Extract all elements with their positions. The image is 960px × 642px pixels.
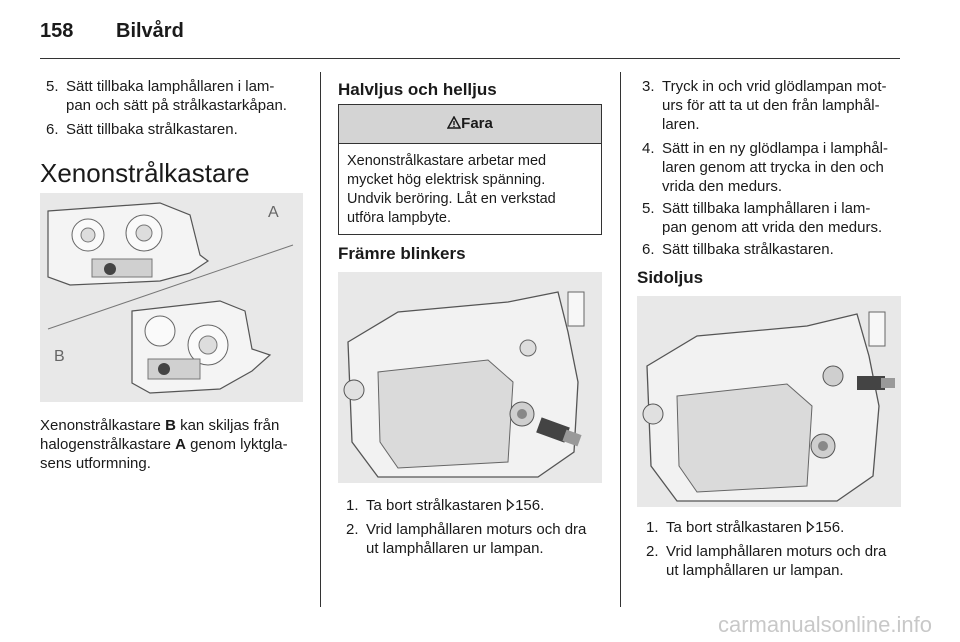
arrow-reference-icon xyxy=(506,499,515,511)
list-line: pan och sätt på strålkastarkåpan. xyxy=(66,97,287,114)
header-rule xyxy=(40,58,900,59)
front-indicator-illustration xyxy=(338,272,602,483)
list-text xyxy=(662,77,887,134)
list-line: Sätt tillbaka lamphållaren i lam- xyxy=(662,200,871,217)
caption-text: genom lyktgla- xyxy=(185,436,288,453)
list-line: Ta bort strålkastaren xyxy=(366,497,507,514)
list-line: Sätt tillbaka lamphållaren i lam- xyxy=(66,78,275,95)
list-text: Sätt tillbaka strålkastaren. xyxy=(662,241,834,258)
list-line: laren genom att trycka in den och xyxy=(662,159,884,176)
warning-triangle-icon xyxy=(447,116,461,129)
section-title: Bilvård xyxy=(116,20,184,42)
list-line: Vrid lamphållaren moturs och dra xyxy=(366,521,587,538)
warning-line: Undvik beröring. Låt en verkstad xyxy=(347,191,556,207)
warning-header xyxy=(339,105,601,144)
list-line: laren. xyxy=(662,116,700,133)
list-text xyxy=(666,518,844,537)
list-text xyxy=(366,496,544,515)
section-heading: Sidoljus xyxy=(637,268,704,287)
column-divider xyxy=(620,72,621,607)
caption-text: Xenonstrålkastare xyxy=(40,417,166,434)
caption-bold: B xyxy=(165,417,176,434)
list-number: 2. xyxy=(646,543,659,560)
watermark: carmanualsonline.info xyxy=(717,612,932,637)
list-line: Ta bort strålkastaren xyxy=(666,519,807,536)
warning-line: Xenonstrålkastare arbetar med xyxy=(347,153,547,169)
label-a: A xyxy=(268,204,279,221)
warning-body xyxy=(339,144,601,236)
list-number: 2. xyxy=(346,521,359,538)
list-number: 1. xyxy=(346,497,359,514)
list-number: 5. xyxy=(642,200,655,217)
page-reference: 156. xyxy=(515,497,545,514)
subsection-heading: Främre blinkers xyxy=(338,244,466,263)
column-divider xyxy=(320,72,321,607)
figure-caption xyxy=(40,416,312,473)
list-line: Tryck in och vrid glödlampan mot- xyxy=(662,78,887,95)
list-number: 3. xyxy=(642,78,655,95)
list-number: 6. xyxy=(46,121,59,138)
list-line: Sätt in en ny glödlampa i lamphål- xyxy=(662,140,888,157)
warning-box xyxy=(338,104,602,235)
list-number: 1. xyxy=(646,519,659,536)
headlamp-figure xyxy=(40,193,303,402)
headlamp-illustration xyxy=(40,193,303,402)
list-line: vrida den medurs. xyxy=(662,178,783,195)
side-light-figure xyxy=(637,296,901,507)
warning-line: mycket hög elektrisk spänning. xyxy=(347,172,546,188)
list-line: ut lamphållaren ur lampan. xyxy=(366,540,544,557)
list-text xyxy=(66,77,287,115)
front-indicator-figure xyxy=(338,272,602,483)
list-text xyxy=(662,139,888,196)
list-number: 6. xyxy=(642,241,655,258)
list-line: Vrid lamphållaren moturs och dra xyxy=(666,543,887,560)
list-text xyxy=(366,520,586,558)
list-text xyxy=(662,199,882,237)
arrow-reference-icon xyxy=(806,521,815,533)
caption-text: kan skiljas från xyxy=(175,417,280,434)
list-text xyxy=(666,542,886,580)
list-line: pan genom att vrida den medurs. xyxy=(662,219,883,236)
caption-text: sens utformning. xyxy=(40,455,151,472)
list-number: 5. xyxy=(46,78,59,95)
caption-bold: A xyxy=(175,436,186,453)
page-reference: 156. xyxy=(815,519,845,536)
list-text: Sätt tillbaka strålkastaren. xyxy=(66,121,238,138)
side-light-illustration xyxy=(637,296,901,507)
list-line: ut lamphållaren ur lampan. xyxy=(666,562,844,579)
list-line: urs för att ta ut den från lamphål- xyxy=(662,97,880,114)
label-b: B xyxy=(54,348,65,365)
section-heading: Halvljus och helljus xyxy=(338,80,497,99)
page-number: 158 xyxy=(40,20,74,42)
warning-title: Fara xyxy=(461,115,493,132)
section-heading: Xenonstrålkastare xyxy=(40,158,250,188)
warning-line: utföra lampbyte. xyxy=(347,210,451,226)
list-number: 4. xyxy=(642,140,655,157)
caption-text: halogenstrålkastare xyxy=(40,436,176,453)
